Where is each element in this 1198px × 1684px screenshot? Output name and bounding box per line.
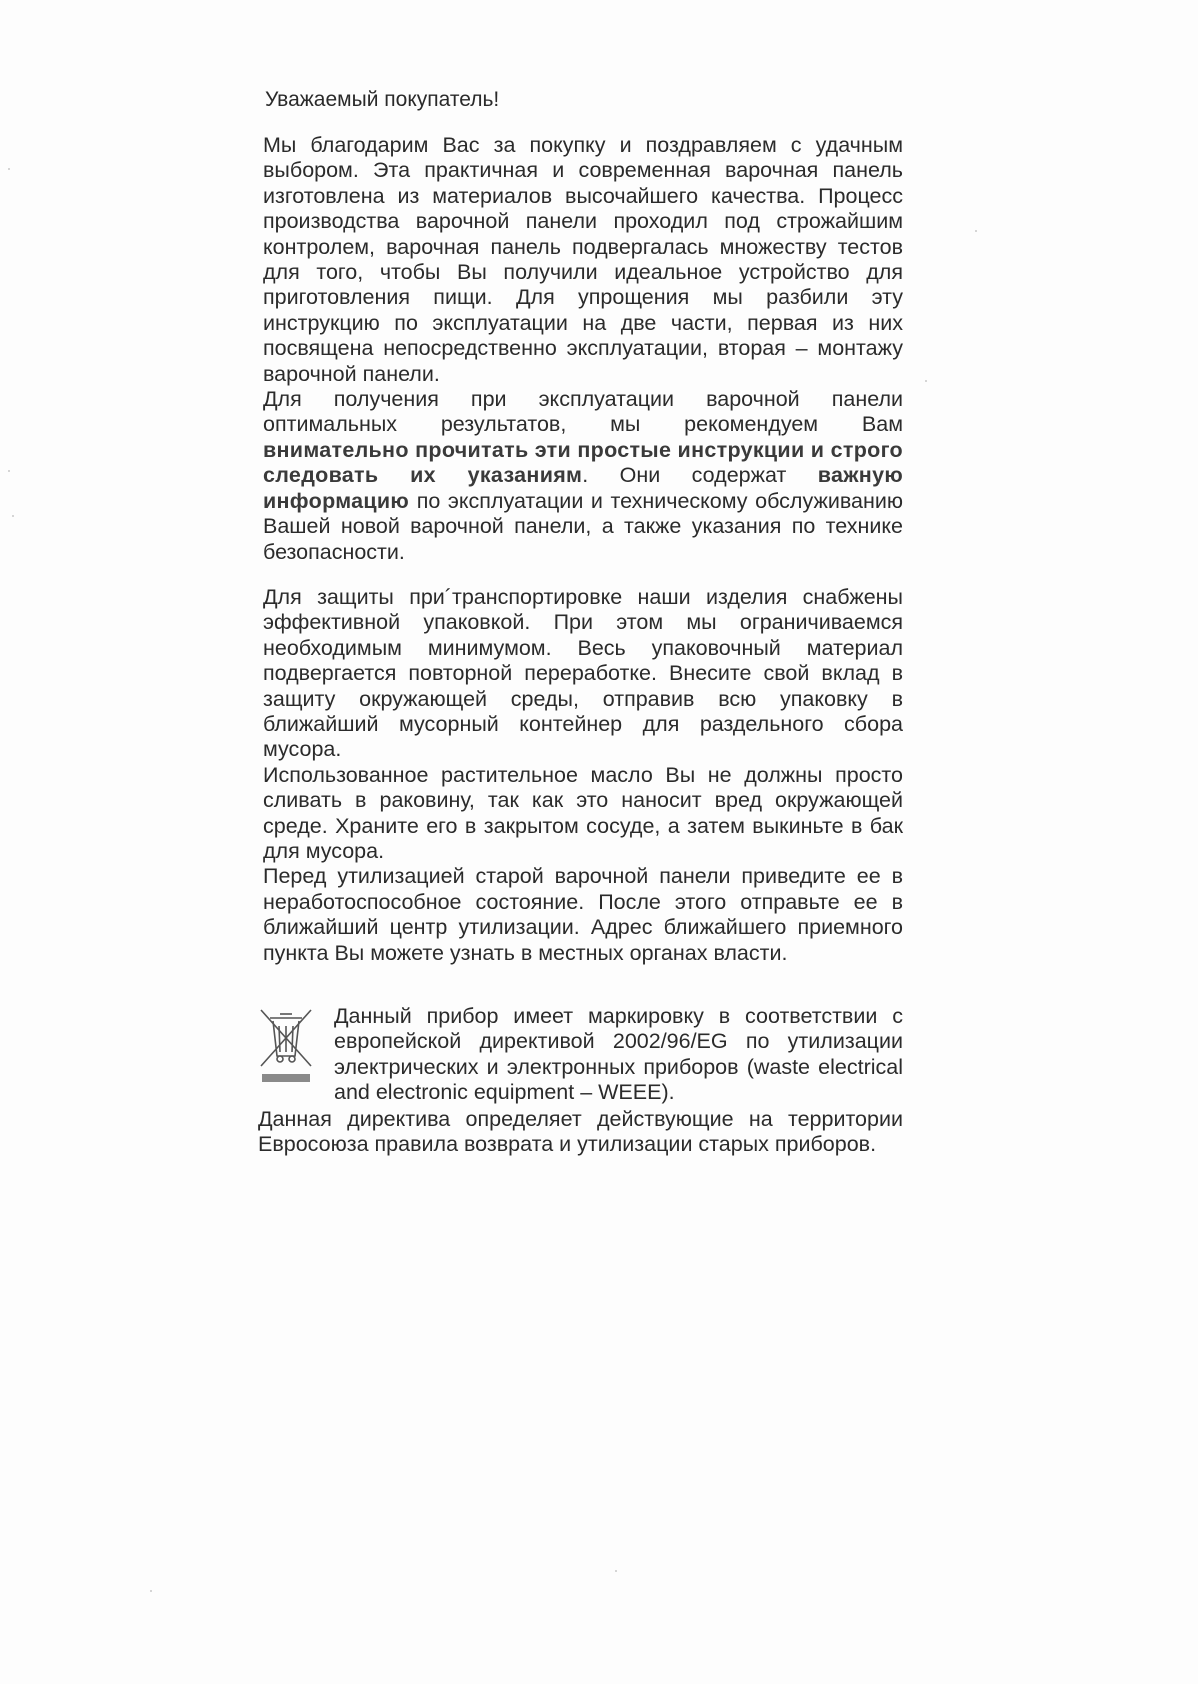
appliance-disposal-paragraph: Перед утилизацией старой варочной панели приведите ее в неработоспособное состояние. После этого отправьте ее в ближайший центр утилизации. Адрес ближайшего приемного пункта Вы можете узнать в местных органах власти. [263, 864, 903, 965]
scan-speck [975, 230, 977, 232]
intro-paragraph-2-lead: Для получения при эксплуатации варочной панели оптимальных результатов, мы рекомендуем Вам [263, 387, 903, 437]
scan-speck [150, 1590, 152, 1592]
scan-speck [12, 515, 14, 517]
weee-marking-text: Данный прибор имеет маркировку в соответствии с европейской директивой 2002/96/EG по утилизации электрических и электронных приборов (waste electrical and electronic equipment – WEEE). [334, 1004, 903, 1105]
scan-speck [925, 380, 927, 382]
intro-paragraph-2-tail: по эксплуатации и техническому обслуживанию Вашей новой варочной панели, а также указания по технике безопасности. [263, 488, 903, 564]
environment-section [263, 585, 903, 966]
intro-paragraph-1: Мы благодарим Вас за покупку и поздравляем с удачным выбором. Эта практичная и современная варочная панель изготовлена из материалов высочайшего качества. Процесс производства варочной панели проходил под строжайшим контролем, варочная панель подвергалась множеству тестов для того, чтобы Вы получили идеальное устройство для приготовления пищи. Для упрощения мы разбили эту инструкцию по эксплуатации на две части, первая из них посвящена непосредственно эксплуатации, вторая – монтажу варочной панели. [263, 133, 903, 386]
scan-speck [8, 168, 10, 170]
scan-speck [8, 470, 10, 472]
emphasis-read-instructions: внимательно прочитать эти простые инструкции и строго следовать их указаниям [263, 437, 903, 488]
intro-paragraph-2 [263, 387, 903, 565]
packaging-paragraph: Для защиты при´транспортировке наши изделия снабжены эффективной упаковкой. При этом мы ограничиваемся необходимым минимумом. Весь упаковочный материал подвергается повторной переработке. Внесите свой вклад в защиту окружающей среды, отправив всю упаковку в ближайший мусорный контейнер для раздельного сбора мусора. [263, 585, 903, 762]
scan-speck [615, 1570, 617, 1572]
weee-directive-text: Данная директива определяет действующие на территории Евросоюза правила возврата и утилизации старых приборов. [258, 1107, 903, 1157]
intro-section [263, 133, 903, 565]
weee-section [258, 1004, 903, 1106]
intro-paragraph-2-mid: . Они содержат [582, 463, 818, 488]
oil-disposal-paragraph: Использованное растительное масло Вы не должны просто сливать в раковину, так как это наносит вред окружающей среде. Храните его в закрытом сосуде, а затем выкиньте в бак для мусора. [263, 762, 903, 864]
emphasis-important-info: важную информацию [263, 463, 903, 513]
crossed-out-wheelie-bin-icon [258, 1006, 314, 1086]
greeting: Уважаемый покупатель! [265, 88, 500, 111]
